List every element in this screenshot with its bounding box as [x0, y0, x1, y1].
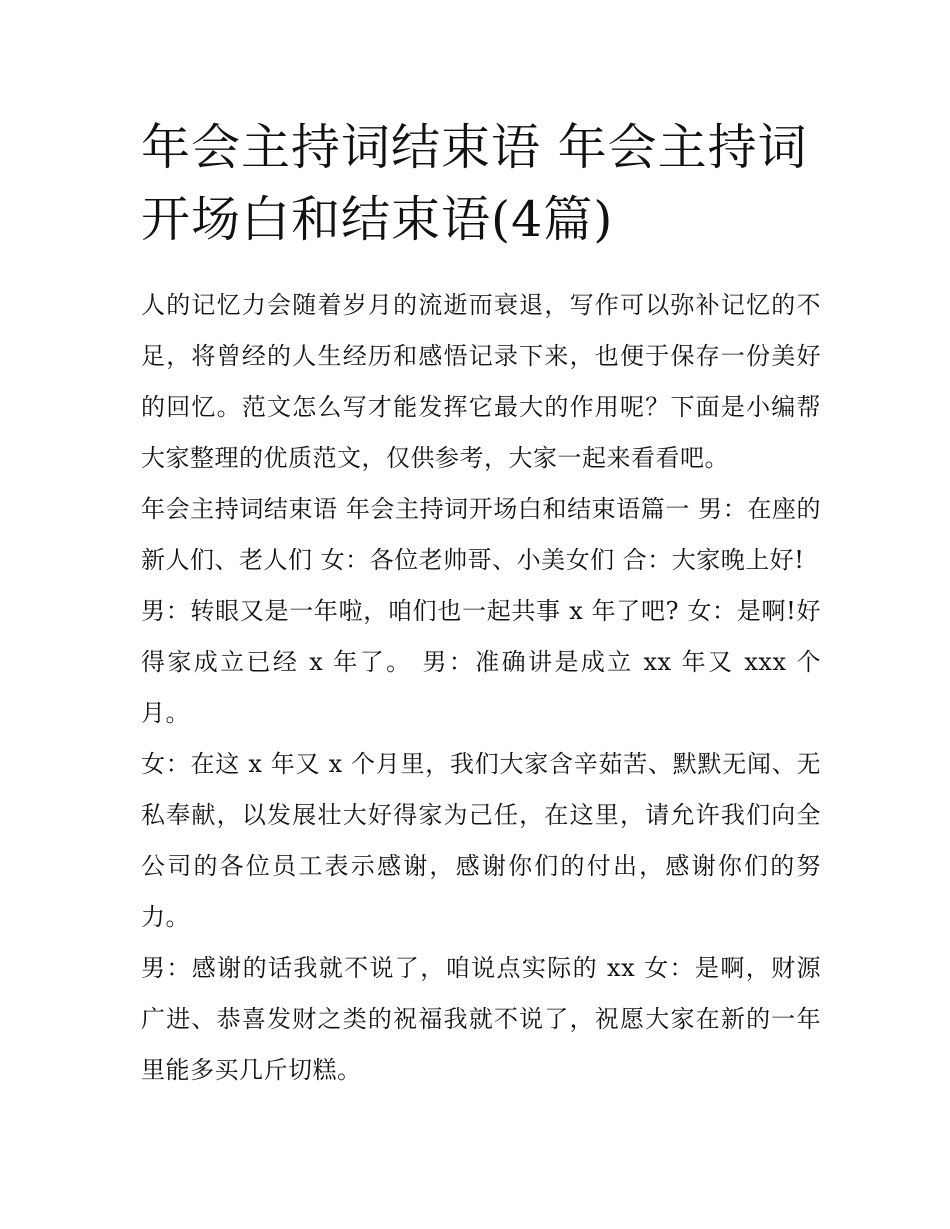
paragraph-dialogue-3: 男：感谢的话我就不说了，咱说点实际的 xx 女：是啊，财源广进、恭喜发财之类的祝福我就不说了，祝愿大家在新的一年里能多买几斤切糕。	[141, 954, 821, 1084]
paragraph-dialogue-2: 女：在这 x 年又 x 个月里，我们大家含辛茹苦、默默无闻、无私奉献，以发展壮大好得家为己任，在这里，请允许我们向全公司的各位员工表示感谢，感谢你们的付出，感谢你们的努力。	[141, 750, 821, 931]
paragraph-dialogue-1: 男：转眼又是一年啦，咱们也一起共事 x 年了吧? 女：是啊!好得家成立已经 x 年了。 男：准确讲是成立 xx 年又 xxx 个月。	[141, 597, 821, 727]
document-page	[141, 112, 821, 1096]
document-body	[141, 280, 821, 1096]
paragraph-opening: 年会主持词结束语 年会主持词开场白和结束语篇一 男：在座的新人们、老人们 女：各位老帅哥、小美女们 合：大家晚上好!	[141, 495, 821, 574]
document-title: 年会主持词结束语 年会主持词开场白和结束语(4篇)	[141, 119, 808, 248]
paragraph-intro: 人的记忆力会随着岁月的流逝而衰退，写作可以弥补记忆的不足，将曾经的人生经历和感悟记录下来，也便于保存一份美好的回忆。范文怎么写才能发挥它最大的作用呢？下面是小编帮大家整理的优质范文，仅供参考，大家一起来看看吧。	[141, 291, 821, 472]
